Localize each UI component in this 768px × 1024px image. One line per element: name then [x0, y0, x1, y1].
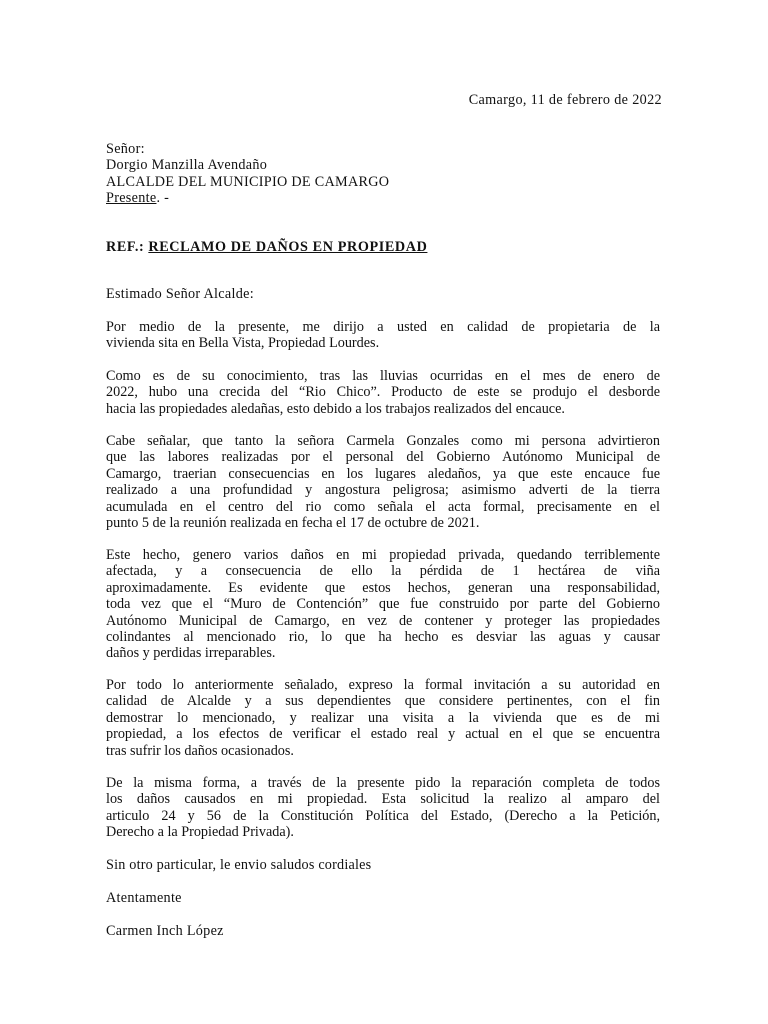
reference-label: REF.: — [106, 239, 145, 255]
paragraph-line: aproximadamente. Es evidente que estos hechos, generan una responsabilidad, — [106, 579, 660, 596]
paragraph-2 — [106, 368, 660, 417]
paragraph-1 — [106, 319, 660, 352]
paragraph-line: toda vez que el “Muro de Contención” que fue construido por parte del Gobierno — [106, 596, 660, 613]
paragraph-line: Autónomo Municipal de Camargo, en vez de contener y proteger las propiedades — [106, 612, 660, 629]
paragraph-3 — [106, 433, 660, 531]
paragraph-line: articulo 24 y 56 de la Constitución Política del Estado, (Derecho a la Petición, — [106, 807, 660, 824]
greeting: Estimado Señor Alcalde: — [106, 286, 254, 302]
sign-off: Atentamente — [106, 890, 182, 906]
paragraph-line: hacia las propiedades aledañas, esto debido a los trabajos realizados del encauce. — [106, 400, 565, 417]
closing-line: Sin otro particular, le envio saludos cordiales — [106, 857, 372, 873]
paragraph-line: colindantes al mencionado rio, lo que ha hecho es desviar las aguas y causar — [106, 628, 660, 645]
paragraph-line: daños y perdidas irreparables. — [106, 645, 276, 662]
paragraph-line: punto 5 de la reunión realizada en fecha el 17 de octubre de 2021. — [106, 514, 480, 531]
signatory-name: Carmen Inch López — [106, 923, 224, 939]
paragraph-line: Cabe señalar, que tanto la señora Carmela Gonzales como mi persona advirtieron — [106, 433, 660, 449]
paragraph-line: que las labores realizadas por el personal del Gobierno Autónomo Municipal de — [106, 449, 660, 466]
presente-word: Presente — [106, 190, 157, 207]
reference-subject: RECLAMO DE DAÑOS EN PROPIEDAD — [148, 239, 428, 255]
paragraph-line: propiedad, a los efectos de verificar el estado real y actual en el que se encuentra — [106, 726, 660, 743]
paragraph-line: Camargo, traerian consecuencias en los lugares aledaños, ya que este encauce fue — [106, 465, 660, 482]
paragraph-4 — [106, 547, 660, 662]
addressee-presente-line — [106, 190, 666, 206]
presente-suffix: . - — [156, 190, 170, 207]
addressee-title: Señor: — [106, 141, 145, 157]
paragraph-line: Derecho a la Propiedad Privada). — [106, 824, 294, 841]
paragraph-line: calidad de Alcalde y a sus dependientes que considere pertinentes, con el fin — [106, 693, 660, 710]
paragraph-line: los daños causados en mi propiedad. Esta solicitud la realizo al amparo del — [106, 791, 660, 808]
paragraph-line: realizado a una profundidad y angostura peligrosa; asimismo adverti de la tierra — [106, 482, 660, 499]
paragraph-line: Este hecho, genero varios daños en mi propiedad privada, quedando terriblemente — [106, 547, 660, 563]
paragraph-line: 2022, hubo una crecida del “Rio Chico”. Producto de este se produjo el desborde — [106, 384, 660, 401]
addressee-block — [106, 141, 666, 207]
paragraph-6 — [106, 775, 660, 841]
paragraph-line: Por medio de la presente, me dirijo a usted en calidad de propietaria de la — [106, 319, 660, 335]
paragraph-line: demostrar lo mencionado, y realizar una visita a la vivienda que es de mi — [106, 709, 660, 726]
paragraph-line: vivienda sita en Bella Vista, Propiedad Lourdes. — [106, 335, 380, 352]
paragraph-line: acumulada en el centro del rio como señala el acta formal, precisamente en el — [106, 498, 660, 515]
paragraph-line: De la misma forma, a través de la presente pido la reparación completa de todos — [106, 775, 660, 791]
paragraph-line: Como es de su conocimiento, tras las lluvias ocurridas en el mes de enero de — [106, 368, 660, 384]
paragraph-line: tras sufrir los daños ocasionados. — [106, 742, 294, 759]
reference-line — [106, 239, 427, 255]
paragraph-line: Por todo lo anteriormente señalado, expreso la formal invitación a su autoridad en — [106, 677, 660, 693]
letter-date: Camargo, 11 de febrero de 2022 — [468, 92, 662, 108]
addressee-position: ALCALDE DEL MUNICIPIO DE CAMARGO — [106, 173, 390, 190]
paragraph-5 — [106, 677, 660, 759]
addressee-name: Dorgio Manzilla Avendaño — [106, 157, 268, 174]
paragraph-line: afectada, y a consecuencia de ello la pérdida de 1 hectárea de viña — [106, 563, 660, 580]
